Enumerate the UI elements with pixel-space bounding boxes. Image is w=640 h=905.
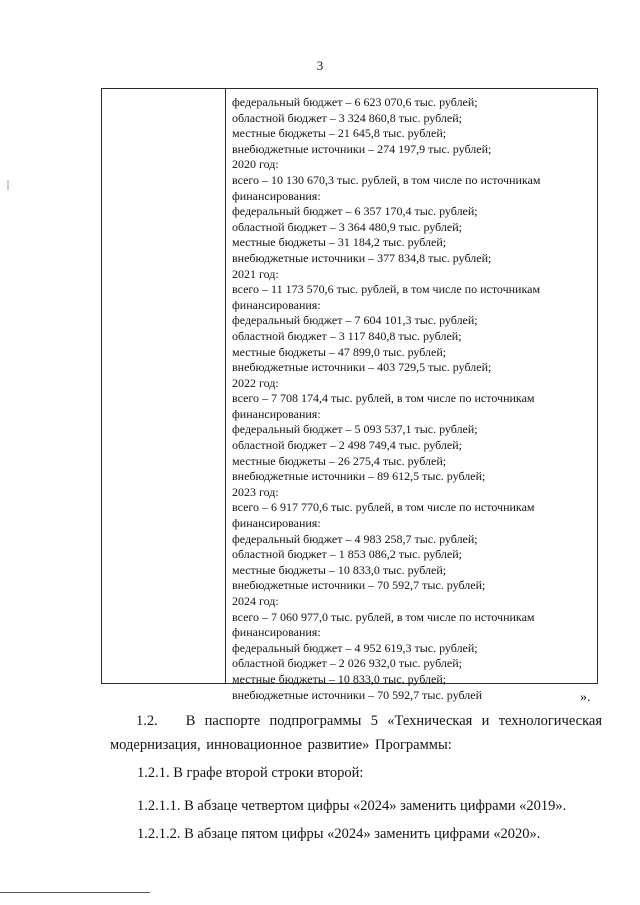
table-cell-line: местные бюджеты – 10 833,0 тыс. рублей; [232, 671, 447, 686]
closing-quote: ». [580, 690, 591, 705]
table-cell-line: местные бюджеты – 47 899,0 тыс. рублей; [232, 344, 447, 359]
paragraph-1-2-1-1: 1.2.1.1. В абзаце четвертом цифры «2024» заменить цифрами «2019». [137, 798, 567, 814]
paragraph-1-2-1-2: 1.2.1.2. В абзаце пятом цифры «2024» заменить цифрами «2020». [137, 826, 541, 842]
table-cell-line: местные бюджеты – 10 833,0 тыс. рублей; [232, 562, 447, 577]
table-cell-line: областной бюджет – 2 026 932,0 тыс. рублей; [232, 656, 462, 671]
table-cell-line: федеральный бюджет – 4 952 619,3 тыс. рублей; [232, 640, 478, 655]
table-cell-line: всего – 6 917 770,6 тыс. рублей, в том числе по источникам [232, 500, 535, 515]
table-cell-line: федеральный бюджет – 7 604 101,3 тыс. рублей; [232, 313, 478, 328]
table-cell-line: финансирования: [232, 516, 321, 531]
table-cell-line: всего – 10 130 670,3 тыс. рублей, в том числе по источникам [232, 172, 541, 187]
table-cell-line: областной бюджет – 2 498 749,4 тыс. рублей; [232, 438, 462, 453]
table-cell-line: областной бюджет – 3 364 480,9 тыс. рублей; [232, 219, 462, 234]
table-cell-line: внебюджетные источники – 70 592,7 тыс. рублей; [232, 578, 486, 593]
table-cell-line: внебюджетные источники – 70 592,7 тыс. рублей [232, 687, 483, 702]
table-cell-line: 2022 год: [232, 375, 279, 390]
table-cell-line: областной бюджет – 3 117 840,8 тыс. рублей; [232, 328, 462, 343]
page-number: 3 [316, 58, 324, 73]
table-cell-line: федеральный бюджет – 6 623 070,6 тыс. рублей; [232, 95, 478, 109]
table-cell-line: внебюджетные источники – 89 612,5 тыс. рублей; [232, 469, 486, 484]
table-cell-line: 2020 год: [232, 157, 279, 172]
table-cell-line: всего – 7 708 174,4 тыс. рублей, в том числе по источникам [232, 391, 535, 406]
table-cell-line: федеральный бюджет – 5 093 537,1 тыс. рублей; [232, 422, 478, 437]
table-cell-line: 2024 год: [232, 594, 279, 608]
table-cell-line: федеральный бюджет – 4 983 258,7 тыс. рублей; [232, 531, 478, 546]
table-cell-line: всего – 11 173 570,6 тыс. рублей, в том числе по источникам [232, 282, 541, 297]
table-cell-line: областной бюджет – 3 324 860,8 тыс. рублей; [232, 110, 462, 125]
paragraph-1-2-1: 1.2.1. В графе второй строки второй: [137, 765, 364, 781]
table-cell-line: внебюджетные источники – 403 729,5 тыс. рублей; [232, 360, 492, 375]
table-cell-line: финансирования: [232, 297, 321, 312]
footnote-rule [0, 892, 150, 893]
table-cell-line: местные бюджеты – 21 645,8 тыс. рублей; [232, 126, 447, 141]
margin-mark [7, 180, 9, 190]
table-cell-line: финансирования: [232, 406, 321, 421]
table-column-divider [225, 89, 226, 683]
table-cell-line: всего – 7 060 977,0 тыс. рублей, в том числе по источникам [232, 609, 535, 624]
table-cell-line: местные бюджеты – 31 184,2 тыс. рублей; [232, 235, 447, 250]
table-cell-line: федеральный бюджет – 6 357 170,4 тыс. рублей; [232, 204, 478, 219]
table-cell-line: 2023 год: [232, 484, 279, 499]
paragraph-1-2: 1.2. В паспорте подпрограммы 5 «Техническая и технологическая модернизация, инновационное развитие» Программы: [110, 713, 602, 753]
table-cell-line: внебюджетные источники – 274 197,9 тыс. рублей; [232, 141, 492, 156]
table-cell-line: 2021 год: [232, 266, 279, 281]
financing-table [101, 88, 598, 702]
table-cell-content [232, 95, 593, 703]
table-cell-line: областной бюджет – 1 853 086,2 тыс. рублей; [232, 547, 462, 562]
table-cell-line: внебюджетные источники – 377 834,8 тыс. рублей; [232, 250, 492, 265]
table-cell-line: финансирования: [232, 188, 321, 203]
table-cell-line: финансирования: [232, 625, 321, 640]
table-cell-line: местные бюджеты – 26 275,4 тыс. рублей; [232, 453, 447, 468]
